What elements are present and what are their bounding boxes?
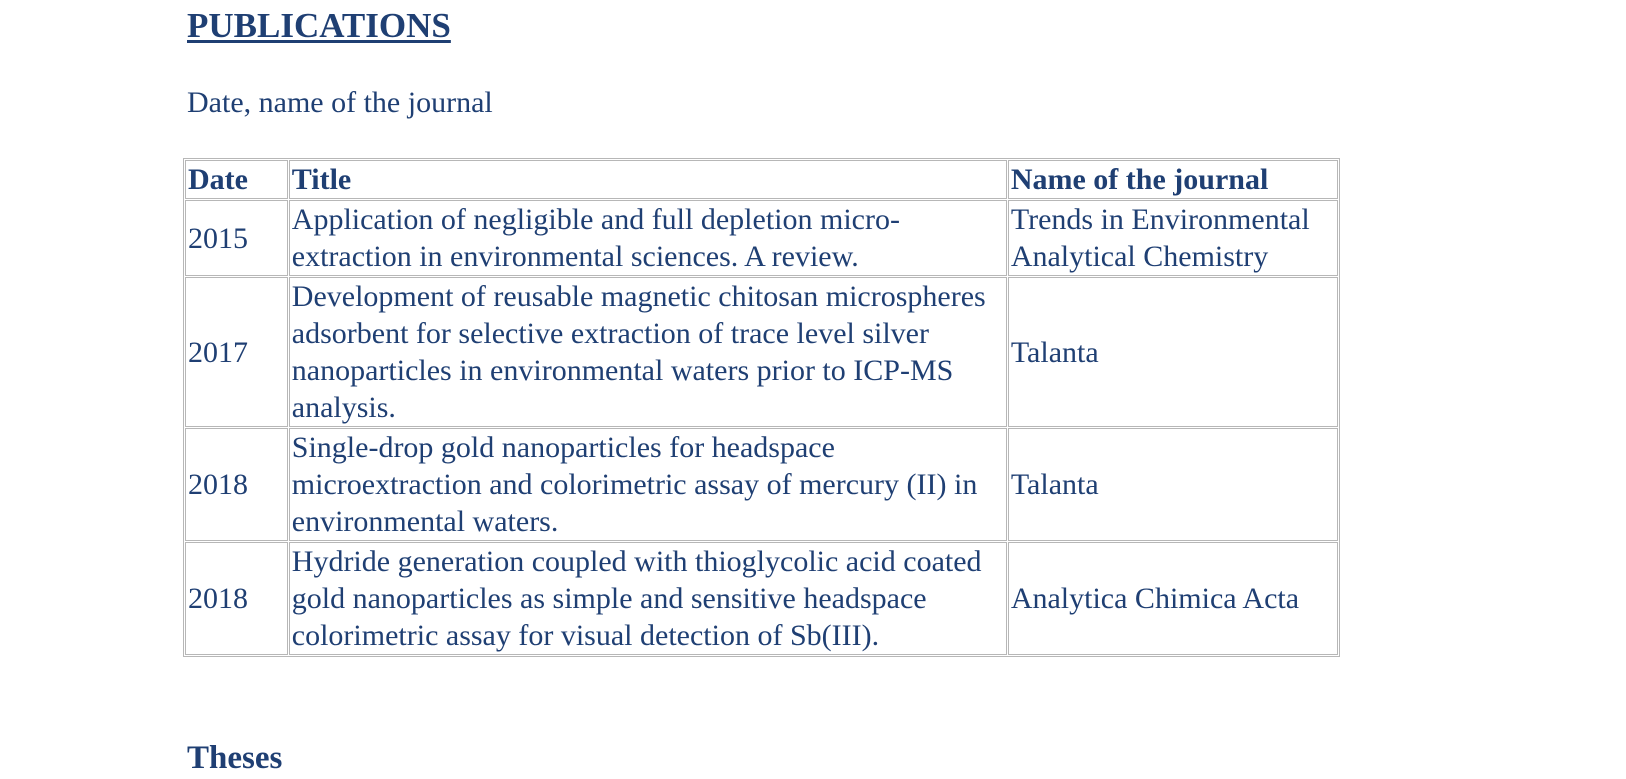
row-journal: Trends in Environmental Analytical Chemistry: [1008, 200, 1338, 276]
publications-table: [183, 158, 1340, 657]
row-title: Development of reusable magnetic chitosan microspheres adsorbent for selective extraction of trace level silver nanoparticles in environmental waters prior to ICP-MS analysis.: [289, 277, 1007, 427]
row-title: Application of negligible and full depletion micro-extraction in environmental sciences. A review.: [289, 200, 1007, 276]
document-page: [187, 0, 1387, 776]
row-date: 2018: [185, 542, 288, 655]
publications-heading: PUBLICATIONS: [187, 6, 451, 45]
row-title: Hydride generation coupled with thioglycolic acid coated gold nanoparticles as simple and sensitive headspace colorimetric assay for visual detection of Sb(III).: [289, 542, 1007, 655]
header-journal: Name of the journal: [1008, 160, 1338, 199]
publications-subheading: Date, name of the journal: [187, 86, 493, 119]
row-date: 2015: [185, 200, 288, 276]
header-title: Title: [289, 160, 1007, 199]
table-row: [185, 200, 1338, 276]
row-journal: Analytica Chimica Acta: [1008, 542, 1338, 655]
header-date: Date: [185, 160, 288, 199]
theses-heading: Theses: [187, 740, 283, 776]
row-title: Single-drop gold nanoparticles for headspace microextraction and colorimetric assay of mercury (II) in environmental waters.: [289, 428, 1007, 541]
table-row: [185, 428, 1338, 541]
row-journal: Talanta: [1008, 277, 1338, 427]
row-journal: Talanta: [1008, 428, 1338, 541]
table-row: [185, 277, 1338, 427]
table-header-row: [185, 160, 1338, 199]
row-date: 2017: [185, 277, 288, 427]
table-row: [185, 542, 1338, 655]
row-date: 2018: [185, 428, 288, 541]
